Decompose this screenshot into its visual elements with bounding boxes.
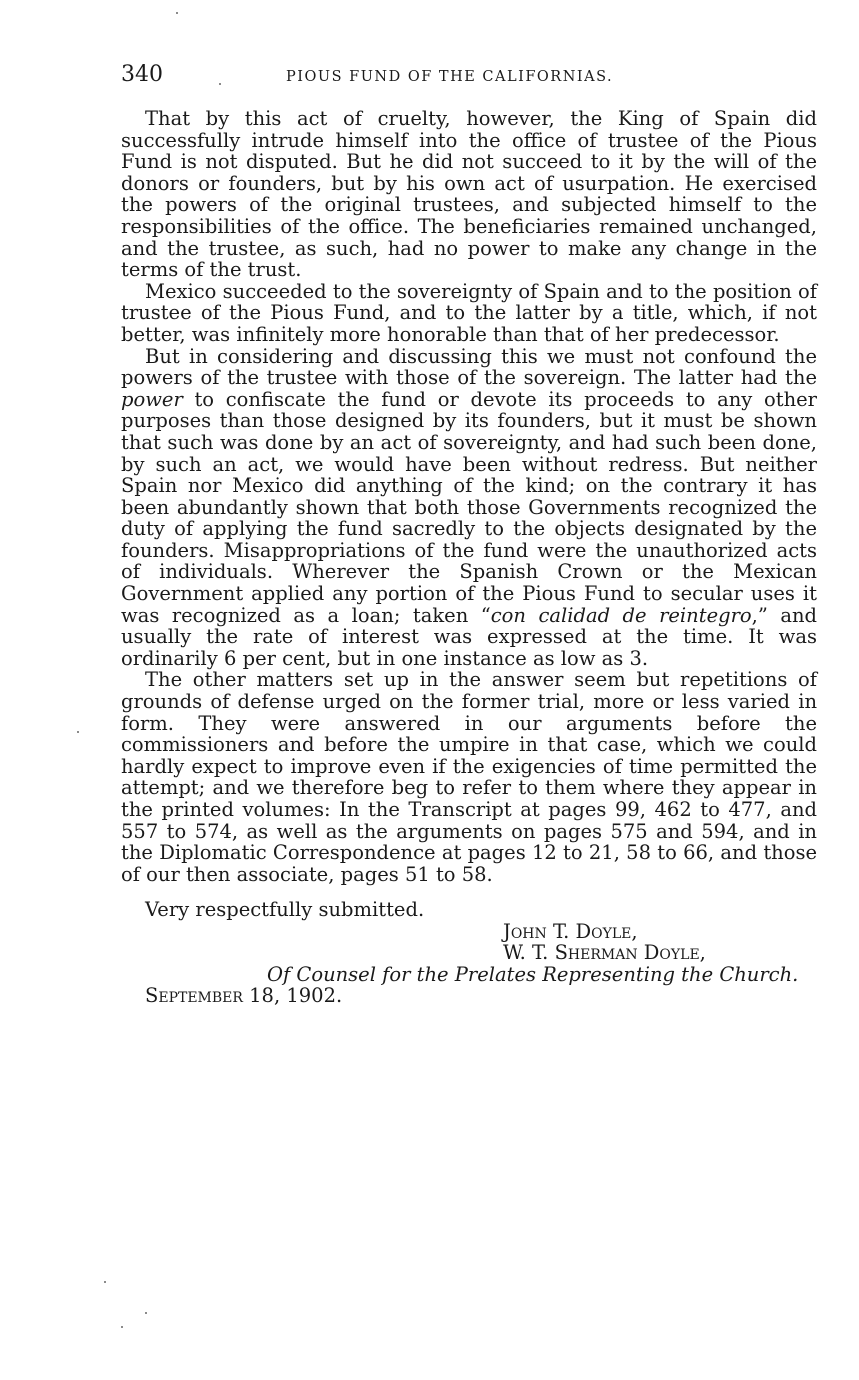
scan-speck bbox=[121, 1326, 123, 1328]
signature-block bbox=[121, 899, 821, 1007]
paragraph-2 bbox=[121, 281, 817, 346]
paragraph-3 bbox=[121, 346, 817, 670]
page-header bbox=[121, 62, 821, 92]
paragraph-text: But in considering and discussing this we must not confound the powers of the trustee with those of the sovereign. The latter had the bbox=[121, 344, 817, 390]
date-line: September 18, 1902. bbox=[145, 984, 343, 1008]
paragraph-text: ,” and usually the rate of interest was expressed at the time. It was ordinarily 6 per cent, but in one instance as low as 3. bbox=[121, 603, 817, 670]
paragraph-1 bbox=[121, 108, 817, 281]
scan-speck bbox=[219, 83, 221, 85]
scan-speck bbox=[176, 12, 178, 14]
running-head: PIOUS FUND OF THE CALIFORNIAS. bbox=[286, 69, 614, 85]
italic-term-spanish: con calidad de reintegro bbox=[490, 603, 752, 627]
italic-term-power: power bbox=[121, 387, 183, 411]
salutation: Very respectfully submitted. bbox=[145, 898, 425, 921]
paragraph-text: That by this act of cruelty, however, the King of Spain did successfully intrude himself into the office of trustee of the Pious Fund is not disputed. But he did not succeed to it by the will of the donors or founders, but by his own act of usurpation. He exercised the powers of the original trustees, and subjected himself to the responsibilities of the office. The beneficiaries remained unchanged, and the trustee, as such, had no power to make any change in the terms of the trust. bbox=[121, 107, 817, 282]
paragraph-text: to confiscate the fund or devote its proceeds to any other purposes than those designed by its founders, but it must be shown that such was done by an act of sovereignty, and had such been done, by such an act, we would have been without redress. But neither Spain nor Mexico did anything of the kind; on the contrary it has been abundantly shown that both those Governments recognized the duty of applying the fund sacredly to the objects designated by the founders. Misappropriations of the fund were the unauthorized acts of individuals. Wherever the Spanish Crown or the Mexican Government applied any portion of the Pious Fund to secular uses it was recognized as a loan; taken “ bbox=[121, 387, 817, 627]
paragraph-text: Mexico succeeded to the sovereignty of Spain and to the position of trustee of the Pious Fund, and to the latter by a title, which, if not better, was infinitely more honorable than that of her predecessor. bbox=[121, 279, 817, 346]
page-number: 340 bbox=[121, 62, 163, 87]
counsel-line: Of Counsel for the Prelates Representing the Church. bbox=[267, 962, 799, 986]
scan-speck bbox=[145, 1312, 147, 1314]
signer-name-2: W. T. Sherman Doyle, bbox=[503, 941, 706, 965]
scan-speck bbox=[77, 731, 79, 733]
body-text bbox=[121, 108, 817, 885]
paragraph-text: The other matters set up in the answer seem but repetitions of grounds of defense urged on the former trial, more or less varied in form. They were answered in our arguments before the commissioners and before the umpire in that case, which we could hardly expect to improve even if the exigencies of time permitted the attempt; and we therefore beg to refer to them where they appear in the printed volumes: In the Transcript at pages 99, 462 to 477, and 557 to 574, as well as the arguments on pages 575 and 594, and in the Diplomatic Correspondence at pages 12 to 21, 58 to 66, and those of our then associate, pages 51 to 58. bbox=[121, 668, 817, 886]
paragraph-4 bbox=[121, 669, 817, 885]
scan-speck bbox=[104, 1281, 106, 1283]
signer-name-1: John T. Doyle, bbox=[503, 919, 638, 943]
